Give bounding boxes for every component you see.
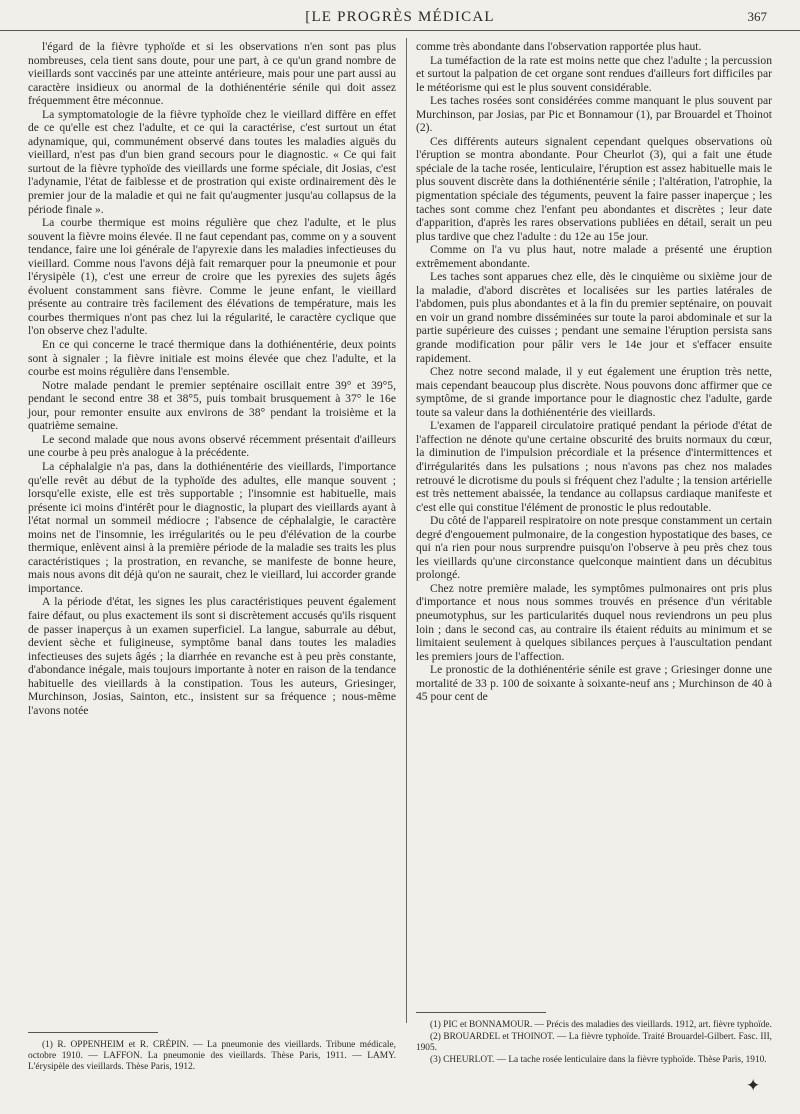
paragraph: La courbe thermique est moins régulière que chez l'adulte, et le plus souvent la fièvre moins élevée. Il ne faut cependant pas, comme on y a souvent tendance, faire une loi générale de l'apyrexie dans les maladies infectieuses du vieillard. Comme nous l'avons déjà fait remarquer pour la pneumonie et pour l'érysipèle (1), c'est une erreur de croire que les pyrexies des sujets âgés évoluent constamment sans fièvre. Comme le jeune enfant, le vieillard présente au contraire très facilement des élévations de température, mais les courbes thermiques n'ont pas chez lui la régularité, le caractère cyclique que l'on observe chez l'adulte.: [28, 216, 396, 338]
paragraph: Le second malade que nous avons observé récemment présentait d'ailleurs une courbe à peu près analogue à la précédente.: [28, 432, 396, 460]
footnotes-right: [416, 1020, 772, 1067]
paragraph: La céphalalgie n'a pas, dans la dothiénentérie des vieillards, l'importance qu'elle revêt au début de la typhoïde des adultes, elle manque souvent ; lorsqu'elle existe, elle est très supportable ; l'insomnie est habituelle, mais présente ici moins d'intérêt pour le diagnostic, la plupart des vieillards ayant à l'état normal un sommeil médiocre ; l'absence de céphalalgie, le caractère moins net de l'insomnie, les irrégularités ou le peu d'élévation de la courbe thermique, enlèvent ainsi à la première période de la maladie ses traits les plus caractéristiques ; la prostration, en revanche, se manifeste de bonne heure, mais nous avons dit déjà qu'on ne saurait, chez le vieillard, lui accorder grande importance.: [28, 459, 396, 595]
paragraph: Comme on l'a vu plus haut, notre malade a présenté une éruption extrêmement abondante.: [416, 243, 772, 270]
footnotes-left: [28, 1040, 396, 1075]
ornament-icon: ✦: [746, 1076, 761, 1095]
paragraph: La symptomatologie de la fièvre typhoïde chez le vieillard diffère en effet de ce qu'elle est chez l'adulte, et ce qui la caractérise, c'est surtout un état adynamique, qui, communément observé dans toutes les maladies aiguës du vieillard, n'est pas d'un bien grand secours pour le diagnostic. « Ce qui fait surtout de la fièvre typhoïde des vieillards une forme spéciale, dit Josias, c'est l'adynamie, l'état de faiblesse et de prostration qui existe ordinairement dès le premier jour de la maladie et qui ne fait qu'augmenter jusqu'au collapsus de la période finale ».: [28, 107, 396, 216]
paragraph: Chez notre première malade, les symptômes pulmonaires ont pris plus d'importance et nous nous sommes trouvés en présence d'un véritable pneumotyphus, sur les particularités duquel nous reviendrons un peu plus loin ; dans le second cas, au contraire ils étaient réduits au minimum et se limitaient seulement à quelques sibilances perçues à l'auscultation pendant les premiers jours de l'affection.: [416, 581, 772, 663]
paragraph: L'examen de l'appareil circulatoire pratiqué pendant la période d'état de l'affection ne dénote qu'une certaine obscurité des bruits normaux du cœur, la diminution de l'impulsion précordiale et la présence d'intermittences et d'irrégularités dans les pulsations ; nous n'avons pas chez nos malades retrouvé le dicrotisme du pouls si fréquent chez l'adulte ; la tension artérielle est très nettement abaissée, la tendance au collapsus cardiaque manifeste et c'est elle qui constitue l'élément de pronostic le plus redoutable.: [416, 419, 772, 514]
footnote-rule: [416, 1012, 546, 1013]
footnote: (2) BROUARDEL et THOINOT. — La fièvre typhoïde. Traité Brouardel-Gilbert. Fasc. III, 1905.: [416, 1032, 772, 1054]
paragraph: Notre malade pendant le premier septénaire oscillait entre 39° et 39°5, pendant le second entre 38 et 38°5, puis tombait brusquement à 37° le 16e jour, pour remonter ensuite aux environs de 38° pendant la troisième et la quatrième semaine.: [28, 378, 396, 433]
right-column: [416, 40, 772, 704]
footnote: (1) R. OPPENHEIM et R. CRÉPIN. — La pneumonie des vieillards. Tribune médicale, octobre 1910. — LAFFON. La pneumonie des vieillards. Thèse Paris, 1911. — LAMY. L'érysipèle des vieillards. Thèse Paris, 1912.: [28, 1040, 396, 1073]
paragraph: l'égard de la fièvre typhoïde et si les observations n'en sont pas plus nombreuses, cela tient sans doute, pour une part, à ce qu'un grand nombre de vieillards sont vaccinés par une atteinte antérieure, mais pour une part aussi au caractère insidieux ou anormal de la dothiénentérie sénile qui doit assez fréquemment être méconnue.: [28, 40, 396, 108]
paragraph: Chez notre second malade, il y eut également une éruption très nette, mais cependant beaucoup plus discrète. Nous pouvons donc affirmer que ce symptôme, de si grande importance pour le diagnostic chez l'adulte, garde toute sa valeur dans la dothiénentérie des vieillards.: [416, 365, 772, 419]
left-column: [28, 40, 396, 717]
paragraph: En ce qui concerne le tracé thermique dans la dothiénentérie, deux points sont à signaler ; la fièvre initiale est moins élevée que chez l'adulte, et la courbe est moins régulière dans l'ensemble.: [28, 338, 396, 379]
paragraph: Les taches sont apparues chez elle, dès le cinquième ou sixième jour de la maladie, d'abord discrètes et localisées sur les parties latérales de l'abdomen, puis plus abondantes et à la fin du premier septénaire, on pouvait en voir un grand nombre disséminées sur toute la paroi abdominale et sur la partie supérieure des cuisses ; pendant une semaine l'éruption persista sans grande modification pour pâlir vers le 14e jour et s'effacer ensuite rapidement.: [416, 270, 772, 365]
paragraph: Les taches rosées sont considérées comme manquant le plus souvent par Murchinson, par Josias, par Pic et Bonnamour (1), par Brouardel et Thoinot (2).: [416, 94, 772, 135]
footnote: (3) CHEURLOT. — La tache rosée lenticulaire dans la fièvre typhoïde. Thèse Paris, 1910.: [430, 1055, 767, 1066]
paragraph: Le pronostic de la dothiénentérie sénile est grave ; Griesinger donne une mortalité de 33 p. 100 de soixante à soixante-neuf ans ; Murchinson de 40 à 45 pour cent de: [416, 663, 772, 704]
paragraph: La tuméfaction de la rate est moins nette que chez l'adulte ; la percussion et surtout la palpation de cet organe sont rendues d'ailleurs fort difficiles par le météorisme qui est le plus souvent considérable.: [416, 53, 772, 94]
journal-title: [LE PROGRÈS MÉDICAL: [305, 9, 495, 25]
page-header: [0, 4, 800, 30]
paragraph: Ces différents auteurs signalent cependant quelques observations où l'éruption se montra abondante. Pour Cheurlot (3), qui a fait une étude spéciale de la tache rosée, lenticulaire, l'éruption est assez habituelle mais le plus souvent discrète dans la dothiénentérie sénile ; l'altération, l'atrophie, la pigmentation spéciale des téguments, peuvent la faire passer inaperçue ; les taches sont comme chez l'enfant peu abondantes et discrètes ; leur date d'apparition, d'après les rares observations publiées en détail, serait un peu plus tardive que chez l'adulte : du 12e au 15e jour.: [416, 134, 772, 243]
footnote: (1) PIC et BONNAMOUR. — Précis des maladies des vieillards. 1912, art. fièvre typhoïde.: [430, 1020, 772, 1030]
footnote-rule: [28, 1032, 158, 1033]
header-rule: [0, 30, 800, 31]
paragraph: A la période d'état, les signes les plus caractéristiques peuvent également faire défaut, ou plus exactement ils sont si discrètement accusés qu'ils risquent de passer inaperçus à un examen superficiel. La langue, saburrale au début, devient sèche et fuligineuse, symptôme banal dans toutes les maladies infectieuses des sujets âgés ; la diarrhée en revanche est à peu près constante, d'abondance inégale, mais toujours importante à noter en raison de la tendance habituelle des vieillards à la constipation. Tous les auteurs, Griesinger, Murchinson, Josias, Sainton, etc., insistent sur sa fréquence ; nous-même l'avons notée: [28, 595, 396, 717]
paragraph: Du côté de l'appareil respiratoire on note presque constamment un certain degré d'engouement pulmonaire, de la congestion hypostatique des bases, ce qui n'a rien pour nous surprendre puisqu'on l'observe à peu près chez tous les vieillards qu'une circonstance quelconque maintient dans un décubitus prolongé.: [416, 514, 772, 582]
page-number: 367: [747, 9, 767, 24]
paragraph: comme très abondante dans l'observation rapportée plus haut.: [416, 40, 702, 53]
column-divider: [406, 38, 407, 1023]
